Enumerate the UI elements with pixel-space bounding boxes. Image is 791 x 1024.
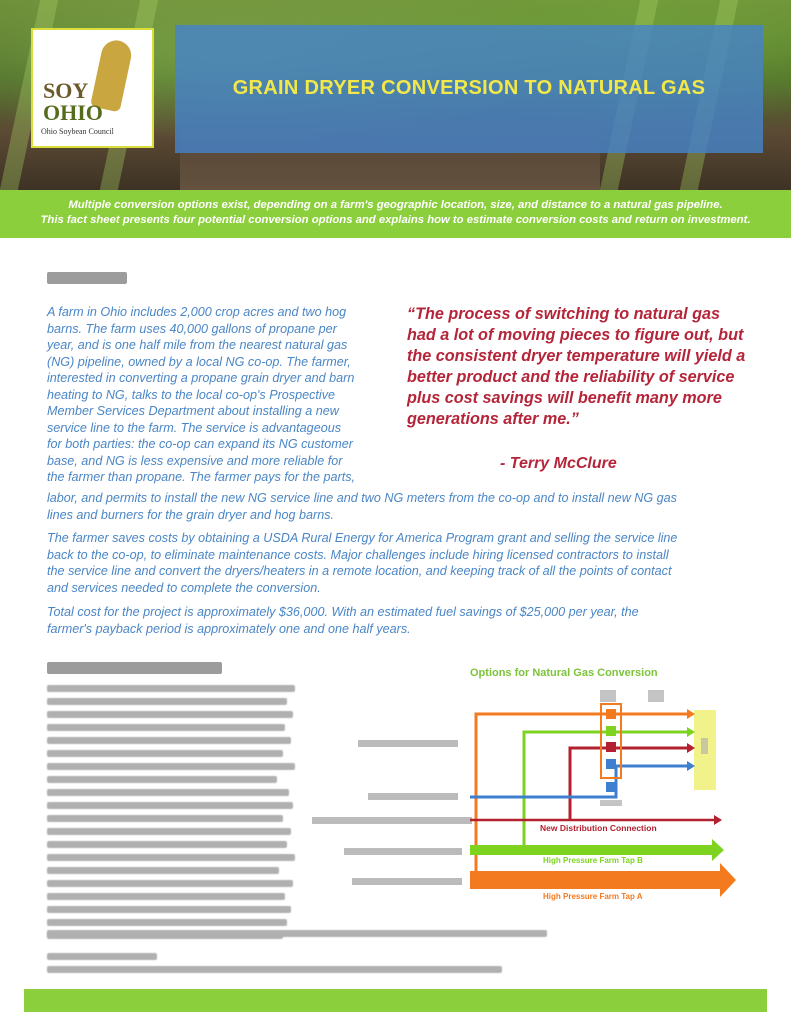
header-photo	[0, 0, 791, 190]
label-option-2	[368, 793, 458, 800]
intro-line-1: Multiple conversion options exist, depending on a farm's geographic location, size, and distance to a natural gas pipeline.	[68, 199, 723, 211]
case-study-column: A farm in Ohio includes 2,000 crop acres and two hog barns. The farm uses 40,000 gallons of propane per year, and is one half mile from the nearest natural gas (NG) pipeline, owned by a local NG co-op. The farmer, interested in converting a propane grain dryer and barn heating to NG, talks to the local co-op's Prospective Member Services Department about installing a new service line to the farm. The service is advantageous for both parties: the co-op can expand its NG customer base, and NG is less expensive and more reliable for the farmer than propane. The farmer pays for the parts,	[47, 305, 355, 484]
footer-bar	[24, 989, 767, 1012]
label-option-1	[358, 740, 458, 747]
intro-band	[0, 190, 791, 238]
blurred-text-line	[47, 930, 547, 937]
meter-caption	[600, 800, 622, 806]
label-meter-a	[600, 690, 616, 702]
case-study-para-3: Total cost for the project is approximately $36,000. With an estimated fuel savings of $25,000 per year, the farmer's payback period is approximately one and one half years.	[47, 605, 639, 636]
blurred-footnote	[47, 966, 502, 973]
intro-line-2: This fact sheet presents four potential conversion options and explains how to estimate conversion costs and return on investment.	[40, 214, 751, 226]
label-tap-b: High Pressure Farm Tap B	[543, 856, 643, 865]
label-meter-b	[648, 690, 664, 702]
label-option-4	[344, 848, 462, 855]
case-study-heading	[47, 272, 127, 284]
pull-quote: “The process of switching to natural gas had a lot of moving pieces to figure out, but the consistent dryer temperature will yield a better product and the reliability of service plus cost savings will benefit many more generations after me.”	[407, 305, 746, 428]
red-line	[570, 748, 687, 820]
title-box	[175, 25, 763, 153]
label-option-3	[312, 817, 472, 824]
case-study-para-2: The farmer saves costs by obtaining a USDA Rural Energy for America Program grant and selling the service line back to the co-op, to eliminate maintenance costs. Major challenges include hiring licensed contractors to install the service line and convert the dryers/heaters in a remote location, and keeping track of all the points of contact and services needed to complete the conversion.	[47, 531, 678, 595]
blurred-footnote-label	[47, 953, 157, 960]
blue-line	[470, 766, 687, 797]
diagram-title: Options for Natural Gas Conversion	[470, 667, 658, 679]
label-new-distribution: New Distribution Connection	[540, 823, 657, 833]
quote-author: - Terry McClure	[500, 455, 617, 472]
conversion-diagram	[300, 680, 750, 910]
conversion-overview-heading	[47, 662, 222, 674]
conversion-overview-text	[47, 685, 295, 945]
label-tap-a: High Pressure Farm Tap A	[543, 892, 643, 901]
label-option-5	[352, 878, 462, 885]
case-study-wide: labor, and permits to install the new NG service line and two NG meters from the co-op and to install new NG gas lines and burners for the grain dryer and hog barns.	[47, 491, 677, 522]
logo: SOY OHIO Ohio Soybean Council	[31, 28, 154, 148]
page-title: GRAIN DRYER CONVERSION TO NATURAL GAS	[232, 77, 706, 99]
